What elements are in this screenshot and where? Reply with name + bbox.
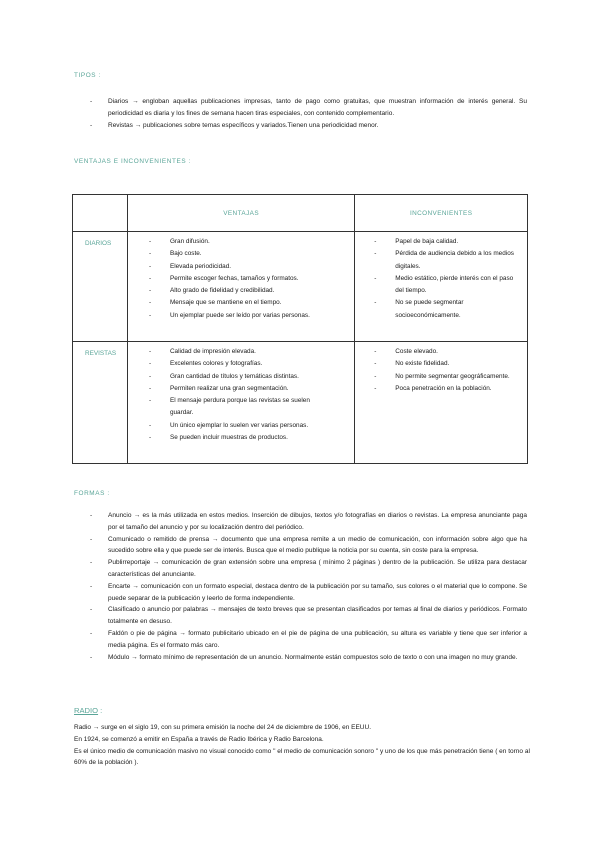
list-item: - Alto grado de fidelidad y credibilidad.: [170, 285, 330, 297]
diarios-inconvenientes-list: [395, 236, 517, 322]
radio-heading: [74, 706, 102, 715]
list-item: - Coste elevado.: [395, 346, 517, 358]
radio-text-block: [74, 722, 530, 769]
list-item: - Permite escoger fechas, tamaños y formatos.: [170, 273, 330, 285]
list-item: - Se pueden incluir muestras de productos.: [170, 432, 330, 444]
list-item: - Elevada periodicidad.: [170, 261, 330, 273]
diarios-ventajas-cell: [127, 232, 354, 342]
list-item: - Publirreportaje → comunicación de gran extensión sobre una empresa ( mínimo 2 páginas ) dentro de la publicación. Se utiliza para destacar características del anunciante.: [108, 557, 527, 581]
row-label-revistas: REVISTAS: [73, 342, 128, 464]
list-item: - Papel de baja calidad.: [395, 236, 517, 248]
list-item: - Clasificado o anuncio por palabras → mensajes de texto breves que se presentan clasificados por temas al final de diarios y periódicos. Formato totalmente en desuso.: [108, 604, 527, 628]
revistas-ventajas-cell: [127, 342, 354, 464]
list-item: - El mensaje perdura porque las revistas se suelen guardar.: [170, 395, 330, 420]
formas-list-block: [108, 510, 527, 663]
list-item: - Faldón o pie de página → formato publicitario ubicado en el pie de página de una publicación, su altura es variable y tiene que ser inferior a media página. Es el formato más caro.: [108, 628, 527, 652]
tipos-list-block: [108, 96, 527, 131]
list-item: - Bajo coste.: [170, 248, 330, 260]
col-header-inconvenientes: INCONVENIENTES: [355, 195, 528, 232]
radio-line: En 1924, se comenzó a emitir en España a través de Radio Ibérica y Radio Barcelona.: [74, 735, 324, 743]
list-item: - Medio estático, pierde interés con el paso del tiempo.: [395, 273, 517, 298]
ventajas-heading: VENTAJAS E INCONVENIENTES :: [74, 158, 191, 165]
list-item: - Pérdida de audiencia debido a los medios digitales.: [395, 248, 517, 273]
tipos-list: [108, 96, 527, 131]
list-item: - Un ejemplar puede ser leído por varias personas.: [170, 310, 330, 322]
list-item: - Mensaje que se mantiene en el tiempo.: [170, 297, 330, 309]
revistas-inconvenientes-list: [395, 346, 517, 395]
radio-line: Es el único medio de comunicación masivo no visual conocido como " el medio de comunicación sonoro " y uno de los que más penetración tiene ( en torno al 60% de la población ).: [74, 747, 530, 767]
list-item: - Permiten realizar una gran segmentación.: [170, 383, 330, 395]
list-item: - Gran difusión.: [170, 236, 330, 248]
list-item: - Revistas → publicaciones sobre temas específicos y variados.Tienen una periodicidad menor.: [108, 120, 527, 132]
list-item: - Gran cantidad de títulos y temáticas distintas.: [170, 371, 330, 383]
list-item: - Calidad de impresión elevada.: [170, 346, 330, 358]
revistas-ventajas-list: [170, 346, 330, 444]
tipos-heading: TIPOS :: [74, 72, 101, 79]
radio-heading-link[interactable]: RADIO: [74, 706, 99, 715]
list-item: - Módulo → formato mínimo de representación de un anuncio. Normalmente están compuestos solo de texto o con una imagen no muy grande.: [108, 652, 527, 664]
list-item: - Excelentes colores y fotografías.: [170, 358, 330, 370]
diarios-ventajas-list: [170, 236, 330, 322]
radio-heading-suffix: :: [98, 706, 103, 715]
diarios-inconvenientes-cell: [355, 232, 528, 342]
table-header-row: [73, 195, 528, 232]
list-item: - Un único ejemplar lo suelen ver varias personas.: [170, 420, 330, 432]
list-item: - Comunicado o remitido de prensa → documento que una empresa remite a un medio de comunicación, con información sobre algo que ha sucedido sobre ella y que puede ser de interés. Busca que el medio publique la noticia por su cuenta, sin coste para la empresa.: [108, 534, 527, 558]
revistas-inconvenientes-cell: [355, 342, 528, 464]
empty-header-cell: [73, 195, 128, 232]
formas-heading: FORMAS :: [74, 490, 110, 497]
list-item: - No existe fidelidad.: [395, 358, 517, 370]
table-row: [73, 232, 528, 342]
list-item: - Diarios → engloban aquellas publicaciones impresas, tanto de pago como gratuitas, que muestran información de interés general. Su periodicidad es diaria y los fines de semana hacen tiras especiales, con contenido complementario.: [108, 96, 527, 120]
col-header-ventajas: VENTAJAS: [127, 195, 354, 232]
list-item: - Anuncio → es la más utilizada en estos medios. Inserción de dibujos, textos y/o fotografías en diarios o revistas. La empresa anunciante paga por el tamaño del anuncio y por su localización dentro del periódico.: [108, 510, 527, 534]
radio-line: Radio → surge en el siglo 19, con su primera emisión la noche del 24 de diciembre de 1906, en EEUU.: [74, 724, 372, 731]
list-item: - No permite segmentar geográficamente.: [395, 371, 517, 383]
list-item: - Encarte → comunicación con un formato especial, destaca dentro de la publicación por su tamaño, sus colores o el material que lo compone. Se puede separar de la publicación y leerlo de forma independiente.: [108, 581, 527, 605]
formas-list: [108, 510, 527, 663]
comparison-table: [72, 194, 528, 464]
table-row: [73, 342, 528, 464]
list-item: - No se puede segmentar socioeconómicamente.: [395, 297, 517, 322]
list-item: - Poca penetración en la población.: [395, 383, 517, 395]
row-label-diarios: DIARIOS: [73, 232, 128, 342]
